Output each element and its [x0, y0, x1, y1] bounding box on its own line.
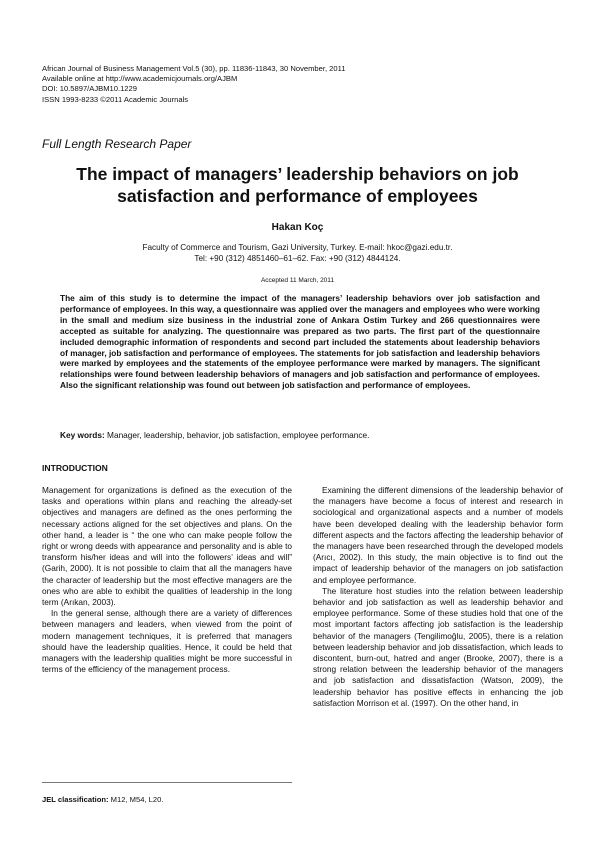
paper-title: The impact of managers’ leadership behaviors on job satisfaction and performance of employees [76, 164, 519, 206]
paper-type: Full Length Research Paper [42, 137, 192, 151]
online-availability: Available online at http://www.academicjournals.org/AJBM [42, 74, 238, 84]
keywords-text: Manager, leadership, behavior, job satisfaction, employee performance. [104, 430, 370, 440]
author-name: Hakan Koç [271, 222, 324, 233]
paragraph: Examining the different dimensions of the leadership behavior of the managers have become a focus of interest and research in sociological and organizational aspects and a number of models have been developed dealing with the leadership behavior form different aspects and the factors affecting the leadership behavior of the managers have been researched through the developed models (Arıcı, 2002). In this study, the main objective is to find out the impact of leadership behavior of the managers on job satisfaction and employee performance. [313, 485, 563, 585]
paragraph: In the general sense, although there are a variety of differences between managers and leaders, when viewed from the point of modern management techniques, it is preferred that managers should have the leadership qualities. Hence, it could be held that managers with the leadership qualities might be more successful in terms of the efficiency of the management process. [42, 608, 292, 675]
abstract: The aim of this study is to determine the impact of the managers’ leadership behaviors over job satisfaction and performance of employees. In this way, a questionnaire was applied over the managers and employees who were working in the small and medium size business in the industrial zone of Ankara Ostim Turkey and 266 questionnaires were accepted as suitable for analyzing. The questionnaire was prepared as two parts. The first part of the questionnaire included demographic information of respondents and second part included the statements about leadership behaviors of manager, job satisfaction and performance of employees. The statements for job satisfaction and leadership behaviors were marked by employees and the statements of the employee performance were marked by managers. The significant relationships were found between leadership behaviors of managers and job satisfaction and performance of employees. Also the significant relationship was found out between job satisfaction and performance of employees. [60, 293, 540, 391]
footnote-divider [42, 782, 292, 783]
introduction-heading: INTRODUCTION [42, 463, 108, 473]
jel-codes: M12, M54, L20. [108, 795, 164, 804]
author-affiliation [40, 242, 555, 264]
paragraph: The literature host studies into the relation between leadership behavior and job satisfaction as well as leadership behavior and employee performance. Some of these studies hold that one of the most important factors affecting job satisfaction is the leadership behavior of the managers (Tengilimoğlu, 2005), there is a relation between leadership behavior and job dissatisfaction, which leads to discontent, burn-out, hatred and anger (Brooke, 2007), there is a strong relation between the leadership behavior of the managers and job satisfaction and dissatisfaction (Watson, 2009), the leadership behavior has positive effects in enhancing the job satisfaction Morrison et al. (1997). On the other hand, in [313, 585, 563, 708]
issn: ISSN 1993-8233 ©2011 Academic Journals [42, 94, 189, 104]
journal-citation: African Journal of Business Management Vol.5 (30), pp. 11836-11843, 30 November, 2011 [42, 64, 346, 73]
paragraph: Management for organizations is defined as the execution of the tasks and operations within plans and reaching the already-set objectives and managers are defined as the ones performing the necessary actions aligned for the set objectives and plans. On the other hand, a leader is “ the one who can make people follow the right or wrong deeds with appearance and personality and is able to transform his/her ideas and will into the followers’ ideas and will” (Garih, 2000). It is not possible to claim that all the managers have the character of leadership but the most effective managers are the ones who are able to exhibit the qualities of leadership in the long term (Arıkan, 2003). [42, 485, 292, 608]
journal-header [42, 64, 562, 105]
doi: DOI: 10.5897/AJBM10.1229 [42, 84, 137, 94]
affiliation-line-1: Faculty of Commerce and Tourism, Gazi University, Turkey. E-mail: hkoc@gazi.edu.tr. [142, 243, 453, 252]
affiliation-line-2: Tel: +90 (312) 4851460–61–62. Fax: +90 (312) 4844124. [194, 254, 401, 263]
body-column-right [313, 485, 563, 709]
keywords [60, 430, 540, 440]
jel-label: JEL classification: [42, 795, 109, 804]
keywords-label: Key words: [60, 430, 105, 440]
accepted-date: Accepted 11 March, 2011 [260, 277, 335, 284]
body-column-left [42, 485, 292, 675]
jel-classification [42, 795, 163, 804]
